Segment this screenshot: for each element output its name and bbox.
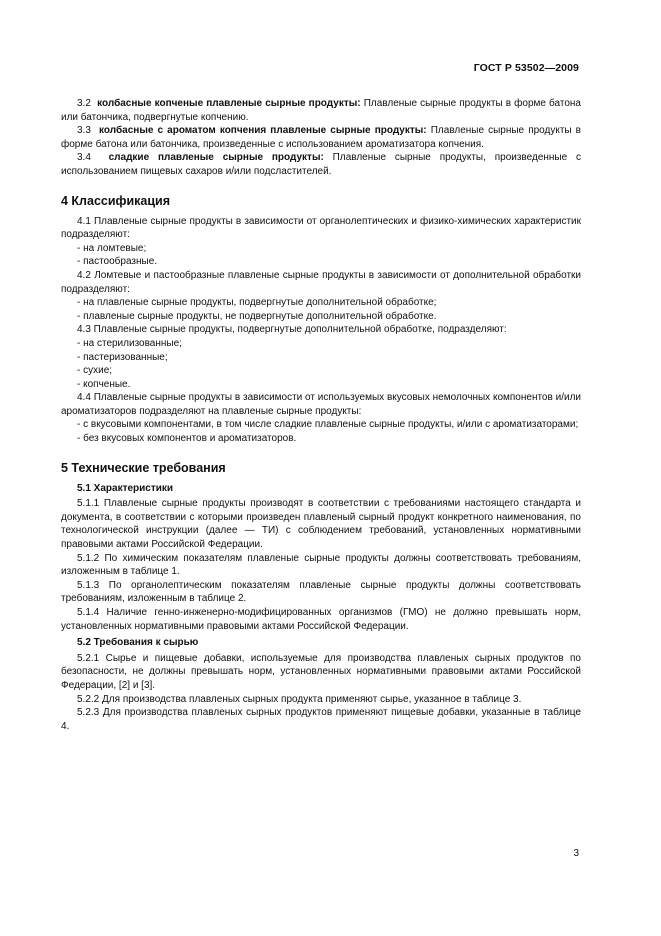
list-item: - на ломтевые; (77, 242, 147, 254)
section-4-heading: 4 Классификация (61, 193, 171, 208)
definition-text: Плавленые сырные продукты в форме батона или батончика, произведенные с использованием ароматизатора копчения. (61, 125, 581, 150)
paragraph-5-1-2: 5.1.2 По химическим показателям плавленые сырные продукты должны соответствовать требованиям, изложенным в таблице 1. (61, 552, 581, 578)
definition-3-2 (61, 97, 581, 124)
paragraph-5-1-4: 5.1.4 Наличие генно-инженерно-модифицированных организмов (ГМО) не должно превышать норм, установленных нормативными правовыми актами Российской Федерации. (61, 607, 581, 632)
page-content (61, 97, 581, 733)
section-5-heading: 5 Технические требования (61, 460, 226, 475)
definition-term: колбасные с ароматом копчения плавленые сырные продукты: (99, 125, 427, 137)
document-id-header: ГОСТ Р 53502—2009 (473, 62, 579, 74)
subsection-5-2-heading: 5.2 Требования к сырью (77, 637, 199, 649)
list-item: - сухие; (77, 365, 113, 377)
definition-3-4 (61, 151, 581, 178)
list-item: - пастеризованные; (77, 351, 168, 363)
definition-text: Плавленые сырные продукты, произведенные с использованием пищевых сахаров и/или подсластителей. (61, 152, 582, 177)
page-number: 3 (573, 848, 579, 859)
paragraph-4-1: 4.1 Плавленые сырные продукты в зависимости от органолептических и физико-химических характеристик подразделяют: (61, 215, 581, 241)
list-item: - на стерилизованные; (77, 337, 182, 349)
paragraph-5-1-1: 5.1.1 Плавленые сырные продукты производят в соответствии с требованиями настоящего стандарта и документа, в соответствии с которыми произведен плавленый сырный продукт конкретного наименования, по технологической инструкции (далее — ТИ) с соблюдением требований, установленных нормативными правовыми актами Российской Федерации. (61, 498, 581, 551)
definition-number: 3.3 (77, 125, 91, 137)
list-item: - без вкусовых компонентов и ароматизаторов. (77, 433, 297, 445)
definition-text: Плавленые сырные продукты в форме батона или батончика, подвергнутые копчению. (61, 98, 581, 123)
paragraph-4-2: 4.2 Ломтевые и пастообразные плавленые сырные продукты в зависимости от дополнительной обработки подразделяют: (61, 269, 581, 295)
definition-number: 3.2 (77, 98, 91, 109)
list-item: - на плавленые сырные продукты, подвергнутые дополнительной обработке; (77, 297, 437, 309)
paragraph-5-1-3: 5.1.3 По органолептическим показателям плавленые сырные продукты должны соответствовать требованиям, изложенным в таблице 2. (61, 579, 581, 605)
definition-3-3 (61, 124, 581, 151)
definition-number: 3.4 (77, 152, 91, 164)
paragraph-4-3: 4.3 Плавленые сырные продукты, подвергнутые дополнительной обработке, подразделяют: (77, 324, 507, 336)
paragraph-5-2-3: 5.2.3 Для производства плавленых сырных продуктов применяют пищевые добавки, указанные в таблице 4. (61, 707, 581, 732)
definition-term: колбасные копченые плавленые сырные продукты: (97, 98, 361, 109)
paragraph-4-4: 4.4 Плавленые сырные продукты в зависимости от используемых вкусовых немолочных компонентов и/или ароматизаторов подразделяют на плавленые сырные продукты: (61, 392, 581, 417)
paragraph-5-2-1: 5.2.1 Сырье и пищевые добавки, используемые для производства плавленых сырных продуктов по безопасности, не должны превышать норм, установленных нормативными правовыми актами Российской Федерации, [2] и [3]. (61, 652, 581, 691)
list-item: - плавленые сырные продукты, не подвергнутые дополнительной обработке. (77, 310, 437, 322)
list-item: - с вкусовыми компонентами, в том числе сладкие плавленые сырные продукты, и/или с ароматизаторами; (77, 419, 579, 431)
list-item: - копченые. (77, 378, 131, 390)
definition-term: сладкие плавленые сырные продукты: (108, 152, 324, 164)
list-item: - пастообразные. (77, 256, 158, 268)
paragraph-5-2-2: 5.2.2 Для производства плавленых сырных продукта применяют сырье, указанное в таблице 3. (77, 693, 522, 705)
subsection-5-1-heading: 5.1 Характеристики (77, 482, 174, 494)
